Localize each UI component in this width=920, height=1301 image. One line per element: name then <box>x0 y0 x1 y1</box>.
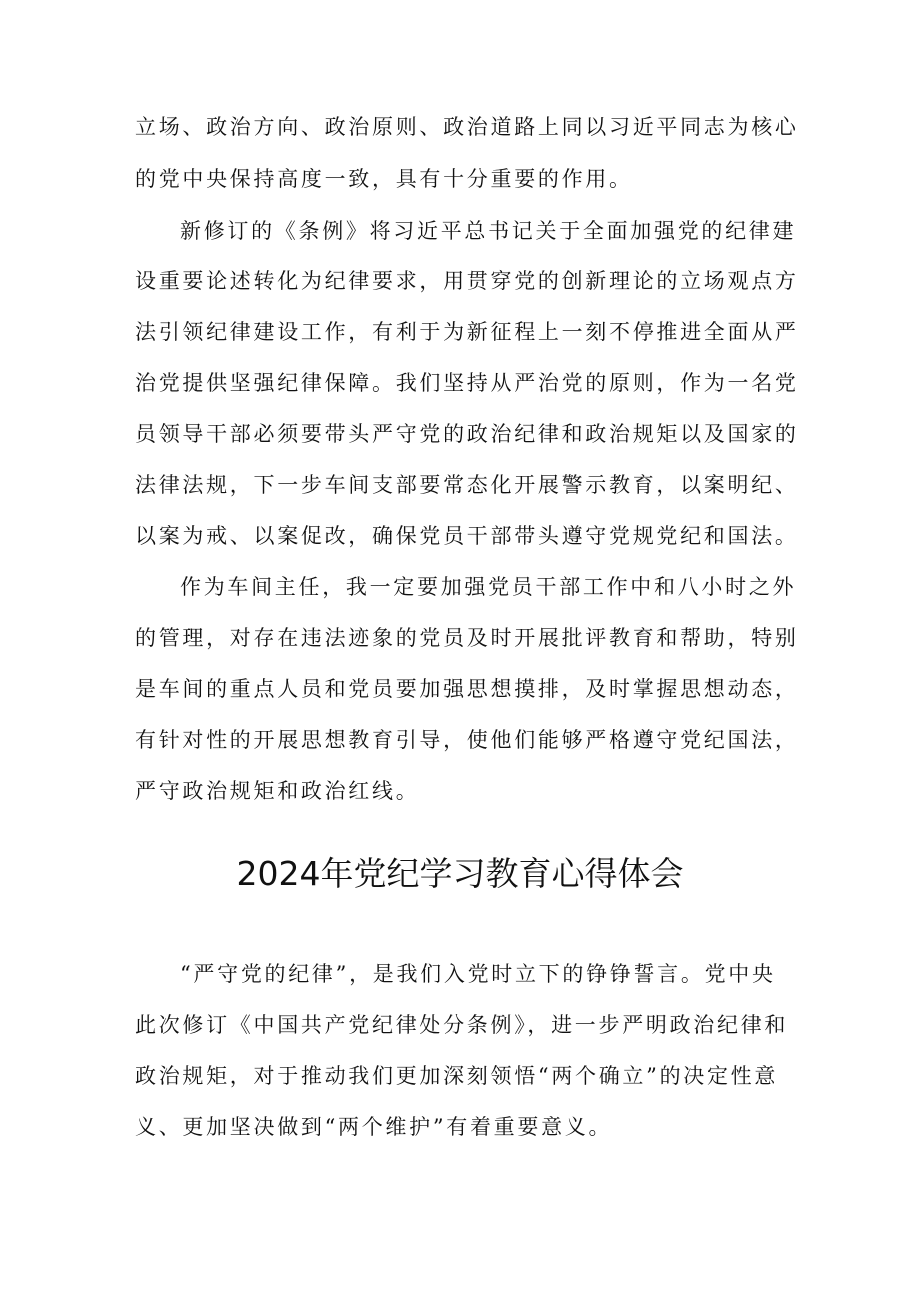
paragraph-line: 是车间的重点人员和党员要加强思想摸排，及时掌握思想动态， <box>135 677 799 701</box>
paragraph-line: 立场、政治方向、政治原则、政治道路上同以习近平同志为核心 <box>135 115 799 139</box>
paragraph-line: 有针对性的开展思想教育引导，使他们能够严格遵守党纪国法， <box>135 728 799 752</box>
paragraph-line: 新修订的《条例》将习近平总书记关于全面加强党的纪律建 <box>180 219 797 243</box>
paragraph-line: 作为车间主任，我一定要加强党员干部工作中和八小时之外 <box>180 575 797 599</box>
paragraph-line: 的管理，对存在违法迹象的党员及时开展批评教育和帮助，特别 <box>135 626 799 650</box>
section-title: 2024年党纪学习教育心得体会 <box>236 854 684 893</box>
paragraph-line: 治党提供坚强纪律保障。我们坚持从严治党的原则，作为一名党 <box>135 371 799 395</box>
paragraph-line: 法引领纪律建设工作，有利于为新征程上一刻不停推进全面从严 <box>135 320 799 344</box>
paragraph-line: 此次修订《中国共产党纪律处分条例》，进一步严明政治纪律和 <box>135 1013 789 1037</box>
paragraph-line: 政治规矩，对于推动我们更加深刻领悟“两个确立”的决定性意 <box>135 1064 779 1088</box>
paragraph-line: 义、更加坚决做到“两个维护”有着重要意义。 <box>135 1115 613 1139</box>
paragraph-line: 设重要论述转化为纪律要求，用贯穿党的创新理论的立场观点方 <box>135 269 799 293</box>
paragraph-line: “严守党的纪律”，是我们入党时立下的铮铮誓言。党中央 <box>180 962 776 986</box>
paragraph-line: 的党中央保持高度一致，具有十分重要的作用。 <box>135 167 633 191</box>
paragraph-line: 以案为戒、以案促改，确保党员干部带头遵守党规党纪和国法。 <box>135 524 799 548</box>
paragraph-line: 严守政治规矩和政治红线。 <box>135 779 420 803</box>
paragraph-line: 法律法规，下一步车间支部要常态化开展警示教育，以案明纪、 <box>135 473 799 497</box>
paragraph-line: 员领导干部必须要带头严守党的政治纪律和政治规矩以及国家的 <box>135 422 799 446</box>
